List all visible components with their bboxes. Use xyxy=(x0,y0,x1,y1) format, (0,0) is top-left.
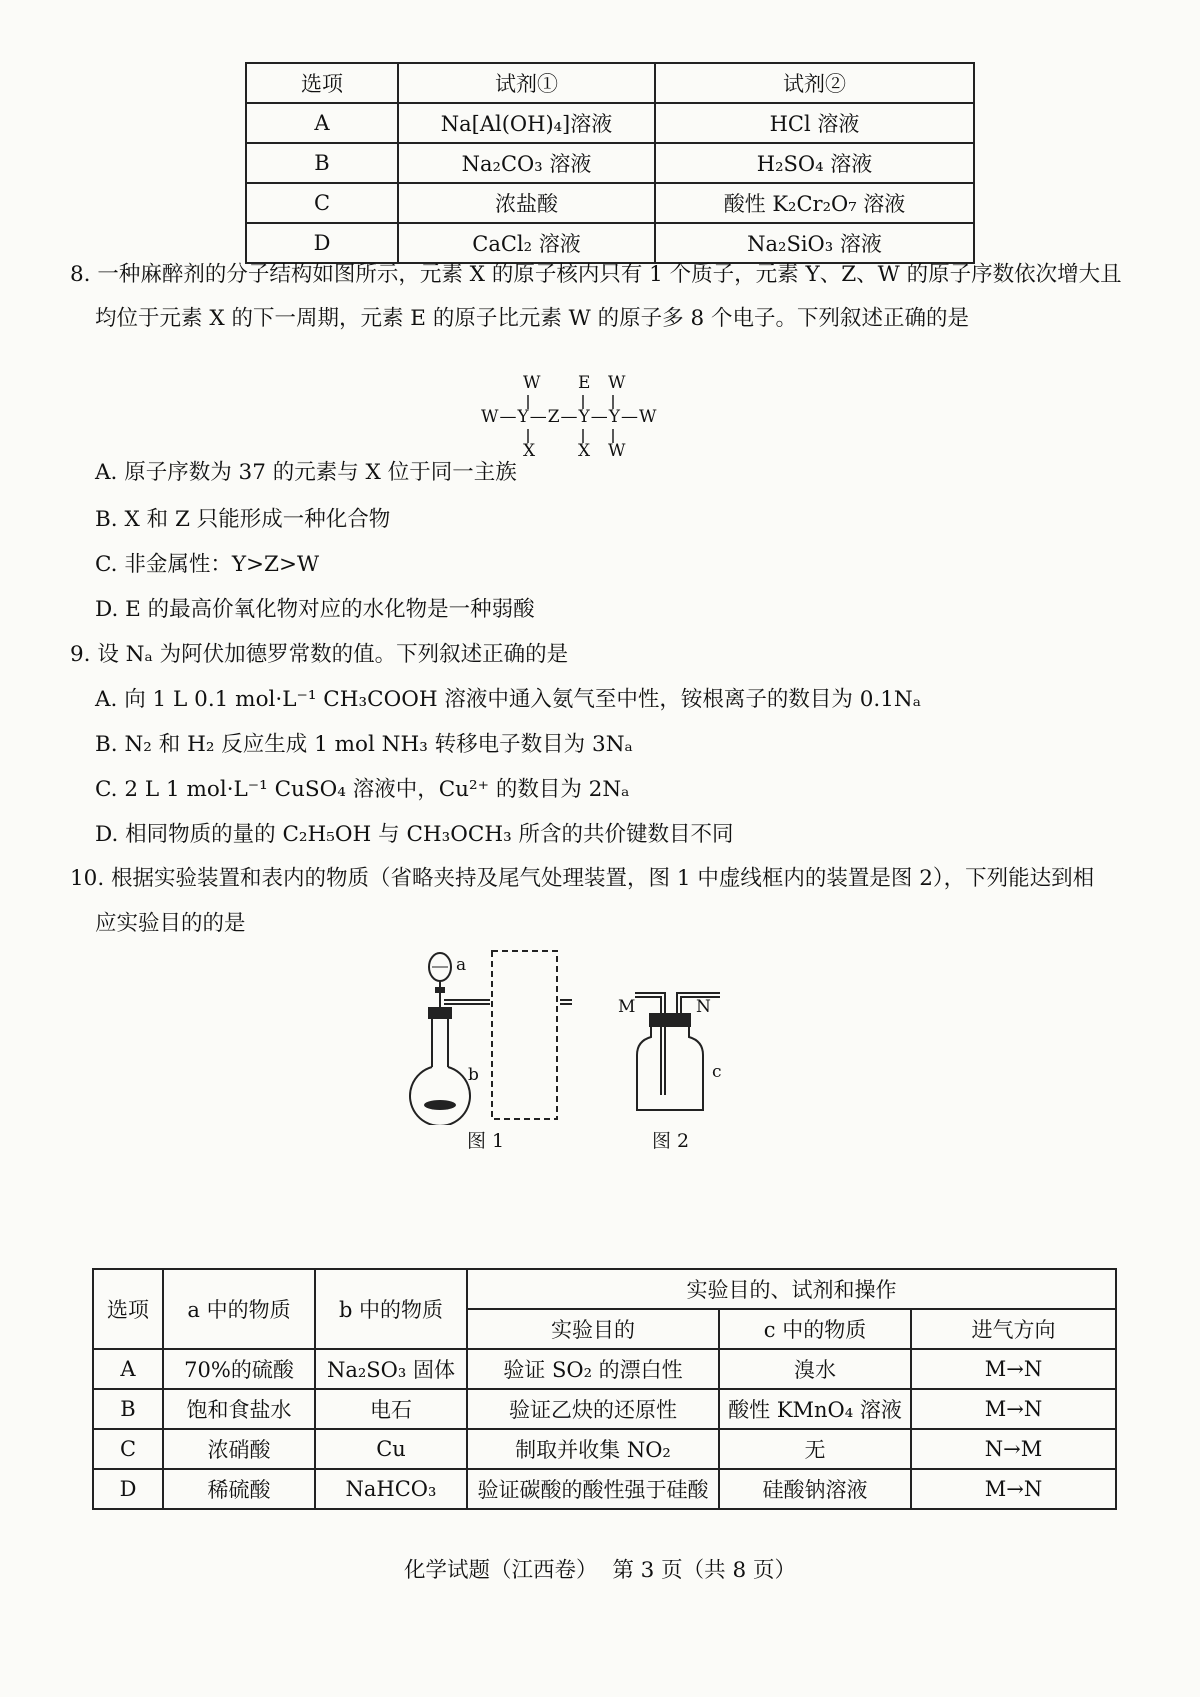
table-cell: M→N xyxy=(911,1389,1116,1429)
question-9-option-c: C. 2 L 1 mol·L⁻¹ CuSO₄ 溶液中，Cu²⁺ 的数目为 2Nₐ xyxy=(95,777,630,802)
experiment-table xyxy=(92,1268,1117,1510)
table-row xyxy=(93,1429,1116,1469)
table-cell: D xyxy=(93,1469,163,1509)
table-cell: CaCl₂ 溶液 xyxy=(398,223,655,263)
header-cell: 选项 xyxy=(246,63,398,103)
table-row xyxy=(246,103,974,143)
table-row xyxy=(246,223,974,263)
header-cell: 试剂① xyxy=(398,63,655,103)
table-row xyxy=(93,1389,1116,1429)
molecular-structure xyxy=(481,373,715,483)
table-cell: A xyxy=(246,103,398,143)
label-c: c xyxy=(712,1062,722,1082)
footer-page-number: 第 3 页（共 8 页） xyxy=(612,1558,797,1583)
header-group-cell: 实验目的、试剂和操作 xyxy=(467,1269,1116,1309)
structure-atom: E xyxy=(578,373,591,393)
table-cell: 浓盐酸 xyxy=(398,183,655,223)
page-footer xyxy=(0,1553,1200,1584)
table-header-row xyxy=(93,1269,1116,1309)
table-cell: 溴水 xyxy=(719,1349,911,1389)
question-8-line-2: 均位于元素 X 的下一周期，元素 E 的原子比元素 W 的原子多 8 个电子。下列叙述正确的是 xyxy=(95,306,969,331)
table-cell: 验证碳酸的酸性强于硅酸 xyxy=(467,1469,719,1509)
figure-1-apparatus xyxy=(400,945,600,1125)
figure-2-gas-bottle xyxy=(625,985,735,1115)
question-8-option-b: B. X 和 Z 只能形成一种化合物 xyxy=(95,507,391,532)
table-cell: Na[Al(OH)₄]溶液 xyxy=(398,103,655,143)
question-8-option-a: A. 原子序数为 37 的元素与 X 位于同一主族 xyxy=(95,460,517,485)
table-cell: D xyxy=(246,223,398,263)
structure-chain: W—Y—Z—Y—Y—W xyxy=(481,407,658,427)
question-9-option-b: B. N₂ 和 H₂ 反应生成 1 mol NH₃ 转移电子数目为 3Nₐ xyxy=(95,732,633,757)
table-row xyxy=(246,143,974,183)
question-8-line-1: 8. 一种麻醉剂的分子结构如图所示，元素 X 的原子核内只有 1 个质子，元素 Y、Z、W 的原子序数依次增大且 xyxy=(70,262,1122,287)
table-header-row xyxy=(246,63,974,103)
table-cell: 浓硝酸 xyxy=(163,1429,315,1469)
table-cell: 酸性 KMnO₄ 溶液 xyxy=(719,1389,911,1429)
question-10-line-2: 应实验目的的是 xyxy=(95,911,246,936)
table-row xyxy=(93,1469,1116,1509)
table-cell: B xyxy=(246,143,398,183)
table-cell: 验证乙炔的还原性 xyxy=(467,1389,719,1429)
table-cell: 验证 SO₂ 的漂白性 xyxy=(467,1349,719,1389)
header-cell: b 中的物质 xyxy=(315,1269,467,1349)
table-cell: Na₂SiO₃ 溶液 xyxy=(655,223,974,263)
table-cell: HCl 溶液 xyxy=(655,103,974,143)
structure-atom: W xyxy=(608,373,626,393)
structure-atom: X xyxy=(523,441,536,461)
table-cell: 电石 xyxy=(315,1389,467,1429)
table-cell: 制取并收集 NO₂ xyxy=(467,1429,719,1469)
table-cell: 70%的硫酸 xyxy=(163,1349,315,1389)
structure-atom: X xyxy=(578,441,591,461)
table-cell: Na₂CO₃ 溶液 xyxy=(398,143,655,183)
label-a: a xyxy=(456,955,467,975)
table-cell: M→N xyxy=(911,1469,1116,1509)
structure-bonds xyxy=(515,373,715,483)
question-9-option-d: D. 相同物质的量的 C₂H₅OH 与 CH₃OCH₃ 所含的共价键数目不同 xyxy=(95,822,734,847)
question-9-option-a: A. 向 1 L 0.1 mol·L⁻¹ CH₃COOH 溶液中通入氨气至中性，铵根离子的数目为 0.1Nₐ xyxy=(95,687,922,712)
table-cell: Cu xyxy=(315,1429,467,1469)
structure-atom: W xyxy=(608,441,626,461)
header-cell: 进气方向 xyxy=(911,1309,1116,1349)
table-cell: 饱和食盐水 xyxy=(163,1389,315,1429)
question-10-line-1: 10. 根据实验装置和表内的物质（省略夹持及尾气处理装置，图 1 中虚线框内的装置是图 2），下列能达到相 xyxy=(70,866,1095,891)
header-cell: 选项 xyxy=(93,1269,163,1349)
table-cell: N→M xyxy=(911,1429,1116,1469)
table-cell: 酸性 K₂Cr₂O₇ 溶液 xyxy=(655,183,974,223)
table-row xyxy=(246,183,974,223)
table-cell: NaHCO₃ xyxy=(315,1469,467,1509)
table-cell: 稀硫酸 xyxy=(163,1469,315,1509)
footer-title: 化学试题（江西卷） xyxy=(403,1558,598,1583)
label-b: b xyxy=(468,1065,479,1085)
figure-2-caption: 图 2 xyxy=(652,1130,690,1152)
header-cell: 试剂② xyxy=(655,63,974,103)
structure-atom: W xyxy=(523,373,541,393)
header-cell: a 中的物质 xyxy=(163,1269,315,1349)
table-cell: C xyxy=(93,1429,163,1469)
table-cell: C xyxy=(246,183,398,223)
question-8-option-d: D. E 的最高价氧化物对应的水化物是一种弱酸 xyxy=(95,597,535,622)
table-cell: H₂SO₄ 溶液 xyxy=(655,143,974,183)
table-cell: 无 xyxy=(719,1429,911,1469)
question-9-line-1: 9. 设 Nₐ 为阿伏加德罗常数的值。下列叙述正确的是 xyxy=(70,642,569,667)
label-n: N xyxy=(696,997,711,1017)
table-cell: B xyxy=(93,1389,163,1429)
table-cell: Na₂SO₃ 固体 xyxy=(315,1349,467,1389)
table-cell: A xyxy=(93,1349,163,1389)
header-cell: 实验目的 xyxy=(467,1309,719,1349)
figure-1-caption: 图 1 xyxy=(467,1130,505,1152)
reagent-table xyxy=(245,62,975,264)
table-cell: M→N xyxy=(911,1349,1116,1389)
label-m: M xyxy=(618,997,636,1017)
table-row xyxy=(93,1349,1116,1389)
header-cell: c 中的物质 xyxy=(719,1309,911,1349)
question-8-option-c: C. 非金属性：Y>Z>W xyxy=(95,552,320,577)
table-cell: 硅酸钠溶液 xyxy=(719,1469,911,1509)
